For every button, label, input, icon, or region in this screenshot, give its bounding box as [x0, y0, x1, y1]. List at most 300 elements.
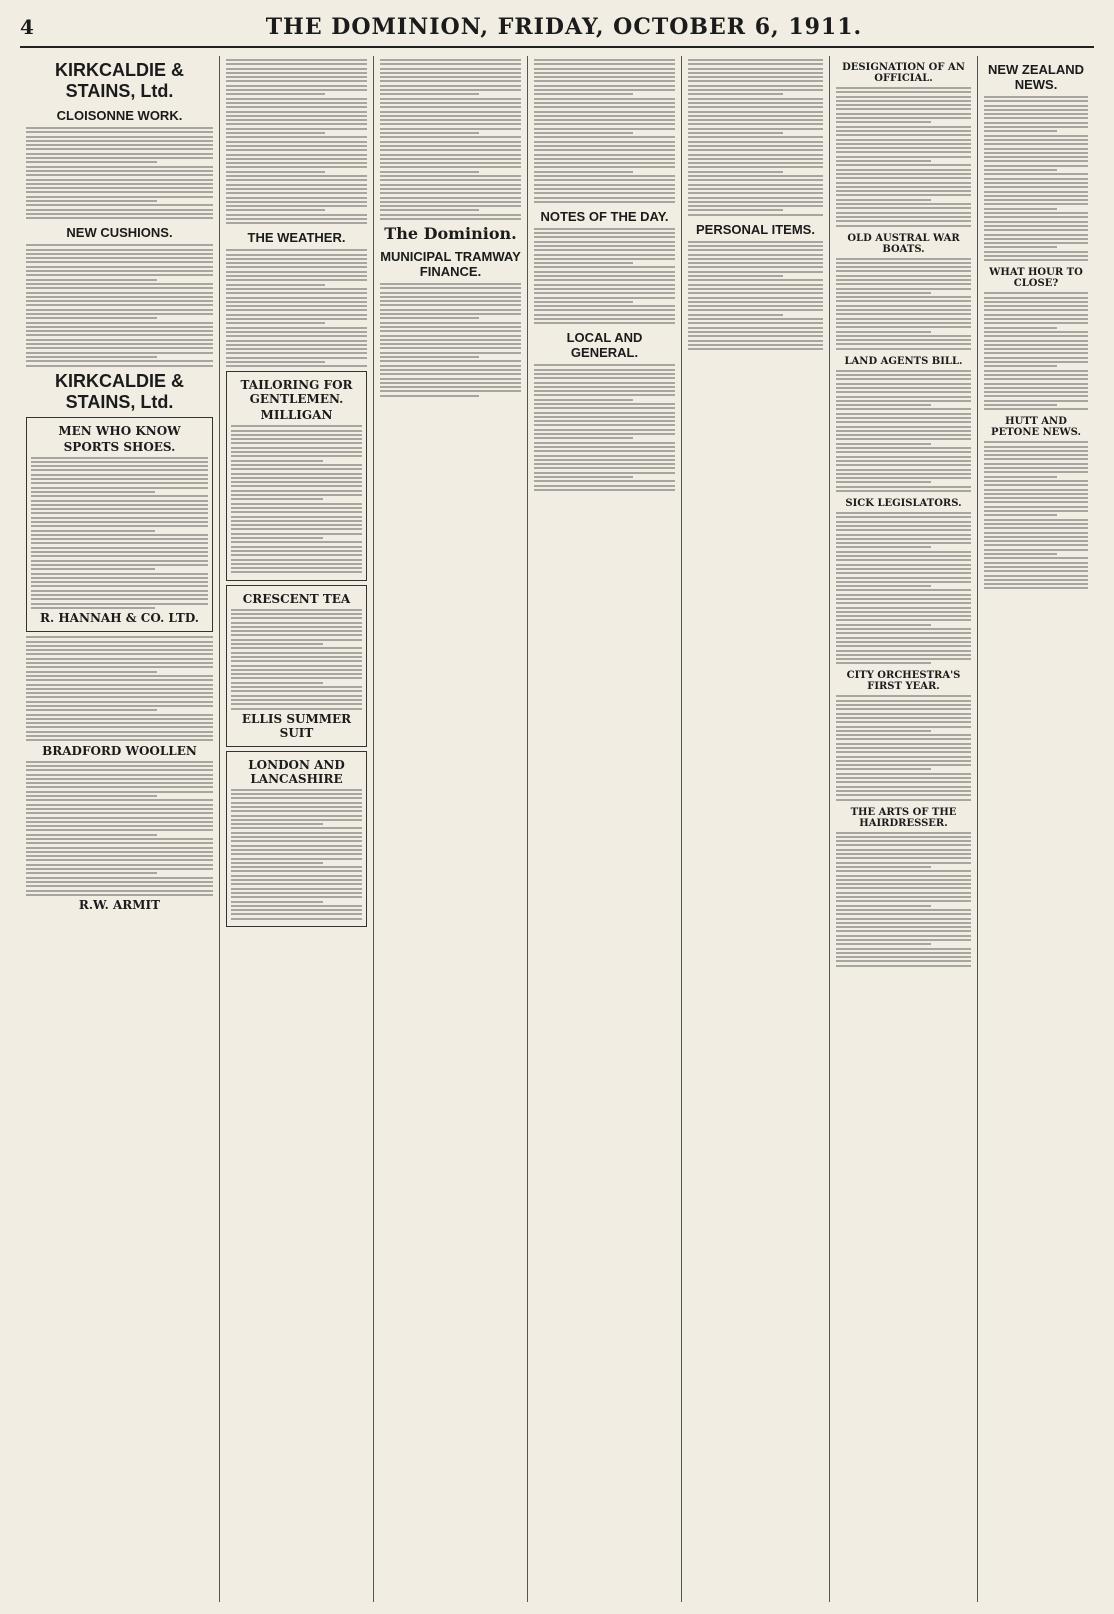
- text-line: [534, 318, 675, 320]
- text-line: [836, 726, 971, 728]
- text-line: [984, 557, 1088, 559]
- text-line: [26, 825, 213, 827]
- text-line: [836, 220, 971, 222]
- text-line: [26, 726, 213, 728]
- text-line: [984, 579, 1088, 581]
- text-line: [31, 478, 208, 480]
- text-line: [231, 473, 362, 475]
- text-line: [226, 111, 367, 113]
- text-line: [688, 309, 823, 311]
- heading: THE WEATHER.: [247, 230, 346, 246]
- text-line: [836, 481, 931, 483]
- text-line: [836, 546, 931, 548]
- text-line: [26, 274, 213, 276]
- text-line: [26, 684, 213, 686]
- text-line: [836, 374, 971, 376]
- text-line: [226, 192, 367, 194]
- text-line: [836, 738, 971, 740]
- text-line: [26, 799, 213, 801]
- text-line: [836, 695, 971, 697]
- text-line: [688, 111, 823, 113]
- text-line: [31, 547, 208, 549]
- text-line: [226, 85, 367, 87]
- text-line: [31, 465, 208, 467]
- text-line: [534, 162, 675, 164]
- text-line: [688, 209, 783, 211]
- text-line: [26, 213, 213, 215]
- text-line: [231, 905, 362, 907]
- text-line: [226, 284, 325, 286]
- text-line: [226, 59, 367, 61]
- text-line: [836, 948, 971, 950]
- text-line: [26, 140, 213, 142]
- text-line: [688, 72, 823, 74]
- text-line: [984, 583, 1088, 585]
- text-line: [836, 438, 971, 440]
- text-line: [534, 249, 675, 251]
- text-line: [836, 708, 971, 710]
- text-line: [836, 370, 971, 372]
- text-line: [984, 587, 1088, 589]
- text-line: [836, 134, 971, 136]
- text-line: [380, 218, 521, 220]
- text-line: [836, 486, 971, 488]
- text-line: [26, 842, 213, 844]
- text-line: [380, 68, 521, 70]
- text-line: [688, 171, 783, 173]
- text-line: [231, 541, 362, 543]
- text-line: [231, 477, 362, 479]
- text-line: [688, 149, 823, 151]
- text-line: [836, 965, 971, 967]
- text-line: [26, 894, 213, 896]
- text-line: [26, 688, 213, 690]
- text-line: [534, 292, 675, 294]
- text-block: [231, 789, 362, 920]
- text-line: [984, 467, 1088, 469]
- text-line: [231, 516, 362, 518]
- text-line: [534, 175, 675, 177]
- text-line: [231, 464, 362, 466]
- text-line: [836, 717, 971, 719]
- text-line: [836, 335, 971, 337]
- text-line: [836, 857, 971, 859]
- text-line: [231, 537, 323, 539]
- text-line: [688, 123, 823, 125]
- text-line: [836, 960, 971, 962]
- text-line: [836, 490, 971, 492]
- text-line: [31, 495, 208, 497]
- text-line: [984, 143, 1088, 145]
- text-block: [688, 59, 823, 216]
- text-line: [226, 141, 367, 143]
- text-block: [688, 241, 823, 350]
- text-line: [380, 197, 521, 199]
- text-block: [836, 258, 971, 350]
- text-line: [26, 877, 213, 879]
- text-line: [380, 149, 521, 151]
- text-line: [836, 747, 971, 749]
- text-line: [380, 166, 521, 168]
- text-line: [231, 896, 362, 898]
- text-line: [836, 836, 971, 838]
- text-line: [231, 858, 362, 860]
- text-line: [534, 450, 675, 452]
- text-line: [231, 511, 362, 513]
- text-line: [534, 93, 633, 95]
- text-line: [836, 538, 971, 540]
- text-line: [836, 956, 971, 958]
- text-line: [534, 154, 675, 156]
- text-line: [26, 183, 213, 185]
- text-line: [984, 113, 1088, 115]
- text-line: [836, 322, 971, 324]
- text-line: [380, 205, 521, 207]
- text-line: [26, 317, 157, 319]
- text-line: [534, 145, 675, 147]
- text-line: [836, 786, 971, 788]
- text-line: [380, 283, 521, 285]
- text-line: [226, 327, 367, 329]
- text-line: [226, 197, 367, 199]
- text-line: [231, 862, 323, 864]
- text-line: [688, 348, 823, 350]
- text-line: [836, 905, 931, 907]
- text-line: [26, 641, 213, 643]
- text-line: [836, 400, 971, 402]
- text-line: [26, 718, 213, 720]
- text-line: [534, 245, 675, 247]
- heading: CLOISONNE WORK.: [56, 108, 183, 123]
- text-line: [688, 344, 823, 346]
- text-line: [836, 577, 971, 579]
- text-line: [231, 656, 362, 658]
- text-line: [534, 476, 633, 478]
- text-line: [688, 93, 783, 95]
- text-line: [226, 136, 367, 138]
- text-line: [534, 85, 675, 87]
- text-line: [26, 791, 213, 793]
- text-line: [984, 514, 1057, 516]
- text-line: [688, 63, 823, 65]
- text-line: [534, 228, 675, 230]
- text-line: [984, 160, 1088, 162]
- text-line: [380, 304, 521, 306]
- text-line: [534, 382, 675, 384]
- text-line: [534, 188, 675, 190]
- text-line: [231, 892, 362, 894]
- text-line: [31, 521, 208, 523]
- text-line: [31, 598, 208, 600]
- text-line: [226, 218, 367, 220]
- text-line: [534, 132, 633, 134]
- text-line: [534, 305, 675, 307]
- text-line: [26, 365, 213, 367]
- text-line: [836, 305, 971, 307]
- text-line: [231, 554, 362, 556]
- text-block: [31, 457, 208, 609]
- heading: PERSONAL ITEMS.: [696, 221, 815, 237]
- text-line: [534, 322, 675, 324]
- text-line: [231, 836, 362, 838]
- text-line: [26, 804, 213, 806]
- text-line: [26, 261, 213, 263]
- text-line: [836, 734, 971, 736]
- text-line: [534, 424, 675, 426]
- text-line: [231, 451, 362, 453]
- text-line: [534, 72, 675, 74]
- text-line: [26, 808, 213, 810]
- text-line: [688, 288, 823, 290]
- text-line: [380, 192, 521, 194]
- text-line: [984, 148, 1088, 150]
- text-line: [688, 158, 823, 160]
- text-line: [226, 115, 367, 117]
- text-line: [836, 862, 971, 864]
- text-line: [984, 305, 1088, 307]
- text-line: [836, 331, 931, 333]
- text-line: [26, 645, 213, 647]
- text-line: [836, 645, 971, 647]
- text-line: [380, 386, 521, 388]
- text-line: [231, 630, 362, 632]
- text-line: [984, 156, 1088, 158]
- text-line: [688, 179, 823, 181]
- ad-title: KIRKCALDIE & STAINS, Ltd.: [55, 370, 184, 412]
- text-line: [534, 403, 675, 405]
- text-line: [836, 525, 971, 527]
- text-line: [984, 297, 1088, 299]
- text-line: [26, 890, 213, 892]
- text-line: [226, 365, 367, 367]
- text-line: [534, 284, 675, 286]
- text-line: [984, 408, 1088, 410]
- text-line: [226, 72, 367, 74]
- text-line: [836, 143, 971, 145]
- text-line: [26, 187, 213, 189]
- text-line: [984, 549, 1088, 551]
- ad: [226, 371, 367, 580]
- ad: [226, 585, 367, 747]
- text-line: [31, 568, 155, 570]
- text-line: [688, 214, 823, 216]
- ad-title: LONDON AND LANCASHIRE: [248, 757, 345, 786]
- text-line: [31, 500, 208, 502]
- text-line: [31, 603, 208, 605]
- text-line: [380, 309, 521, 311]
- text-line: [534, 459, 675, 461]
- text-line: [836, 658, 971, 660]
- text-line: [688, 132, 783, 134]
- text-line: [984, 395, 1088, 397]
- text-line: [31, 534, 208, 536]
- text-line: [836, 624, 931, 626]
- ad: [26, 417, 213, 633]
- text-line: [26, 313, 213, 315]
- text-line: [534, 489, 675, 491]
- text-line: [836, 404, 931, 406]
- text-line: [984, 212, 1088, 214]
- text-line: [226, 305, 367, 307]
- text-line: [26, 812, 213, 814]
- text-line: [836, 300, 971, 302]
- text-line: [231, 918, 362, 920]
- text-line: [226, 309, 367, 311]
- text-line: [380, 287, 521, 289]
- text-line: [688, 184, 823, 186]
- text-line: [226, 318, 367, 320]
- text-line: [231, 528, 362, 530]
- text-line: [984, 510, 1088, 512]
- text-block: [26, 761, 213, 896]
- text-line: [26, 735, 213, 737]
- text-line: [231, 494, 362, 496]
- text-line: [688, 154, 823, 156]
- text-line: [226, 222, 367, 224]
- text-line: [984, 234, 1088, 236]
- text-line: [836, 421, 971, 423]
- text-block: [534, 59, 675, 203]
- ad-title: CRESCENT TEA: [242, 591, 351, 606]
- text-line: [534, 301, 633, 303]
- text-line: [380, 188, 521, 190]
- text-line: [984, 327, 1057, 329]
- text-line: [231, 870, 362, 872]
- text-line: [231, 832, 362, 834]
- text-line: [26, 847, 213, 849]
- text-line: [231, 819, 362, 821]
- text-line: [534, 420, 675, 422]
- text-line: [836, 378, 971, 380]
- text-block: [231, 609, 362, 710]
- text-line: [534, 377, 675, 379]
- ad-title: BRADFORD WOOLLEN: [42, 743, 197, 758]
- text-line: [836, 391, 971, 393]
- text-line: [836, 581, 971, 583]
- text-line: [688, 314, 783, 316]
- text-line: [26, 761, 213, 763]
- text-line: [984, 309, 1088, 311]
- text-line: [534, 98, 675, 100]
- text-line: [984, 105, 1088, 107]
- text-line: [836, 477, 971, 479]
- text-line: [836, 799, 971, 801]
- text-block: [380, 59, 521, 220]
- text-line: [231, 498, 323, 500]
- text-line: [836, 426, 971, 428]
- text-line: [688, 175, 823, 177]
- text-line: [231, 563, 362, 565]
- text-line: [226, 288, 367, 290]
- text-line: [231, 699, 362, 701]
- text-line: [226, 335, 367, 337]
- text-line: [688, 331, 823, 333]
- text-line: [836, 952, 971, 954]
- text-line: [836, 585, 931, 587]
- text-line: [984, 441, 1088, 443]
- text-block: [836, 695, 971, 800]
- text-line: [836, 473, 971, 475]
- text-line: [984, 391, 1088, 393]
- text-line: [226, 175, 367, 177]
- text-line: [231, 853, 362, 855]
- text-line: [26, 739, 213, 741]
- text-line: [380, 339, 521, 341]
- text-line: [26, 257, 213, 259]
- text-line: [31, 491, 155, 493]
- text-line: [984, 221, 1088, 223]
- text-line: [688, 115, 823, 117]
- text-line: [836, 637, 971, 639]
- text-line: [31, 530, 155, 532]
- text-line: [231, 827, 362, 829]
- text-line: [836, 160, 931, 162]
- text-line: [836, 139, 971, 141]
- text-line: [688, 166, 823, 168]
- text-line: [688, 162, 823, 164]
- text-block: [836, 87, 971, 227]
- text-line: [836, 853, 971, 855]
- column-4: [528, 56, 682, 1602]
- text-line: [836, 279, 971, 281]
- text-block: [380, 283, 521, 397]
- text-line: [26, 270, 213, 272]
- text-line: [836, 456, 971, 458]
- text-line: [380, 296, 521, 298]
- text-line: [26, 821, 213, 823]
- text-line: [26, 679, 213, 681]
- text-line: [534, 467, 675, 469]
- text-line: [26, 885, 213, 887]
- text-line: [984, 348, 1088, 350]
- text-line: [380, 119, 521, 121]
- text-line: [226, 209, 325, 211]
- text-line: [380, 72, 521, 74]
- text-line: [26, 131, 213, 133]
- text-line: [984, 480, 1088, 482]
- text-line: [984, 100, 1088, 102]
- text-line: [231, 507, 362, 509]
- text-line: [836, 922, 971, 924]
- text-line: [688, 297, 823, 299]
- text-line: [226, 322, 325, 324]
- text-line: [836, 113, 971, 115]
- columns: [20, 56, 1094, 1602]
- text-block: [26, 127, 213, 219]
- text-line: [26, 170, 213, 172]
- text-line: [836, 262, 971, 264]
- text-line: [380, 171, 479, 173]
- text-line: [984, 225, 1088, 227]
- text-line: [26, 166, 213, 168]
- text-line: [534, 111, 675, 113]
- text-line: [836, 913, 971, 915]
- text-line: [984, 361, 1088, 363]
- text-line: [984, 208, 1057, 210]
- text-line: [380, 330, 521, 332]
- text-line: [534, 63, 675, 65]
- text-line: [534, 262, 633, 264]
- text-line: [226, 275, 367, 277]
- text-line: [836, 900, 971, 902]
- text-line: [226, 344, 367, 346]
- text-line: [380, 395, 479, 397]
- text-line: [836, 930, 971, 932]
- text-line: [26, 765, 213, 767]
- text-line: [534, 89, 675, 91]
- text-line: [836, 870, 971, 872]
- text-line: [226, 188, 367, 190]
